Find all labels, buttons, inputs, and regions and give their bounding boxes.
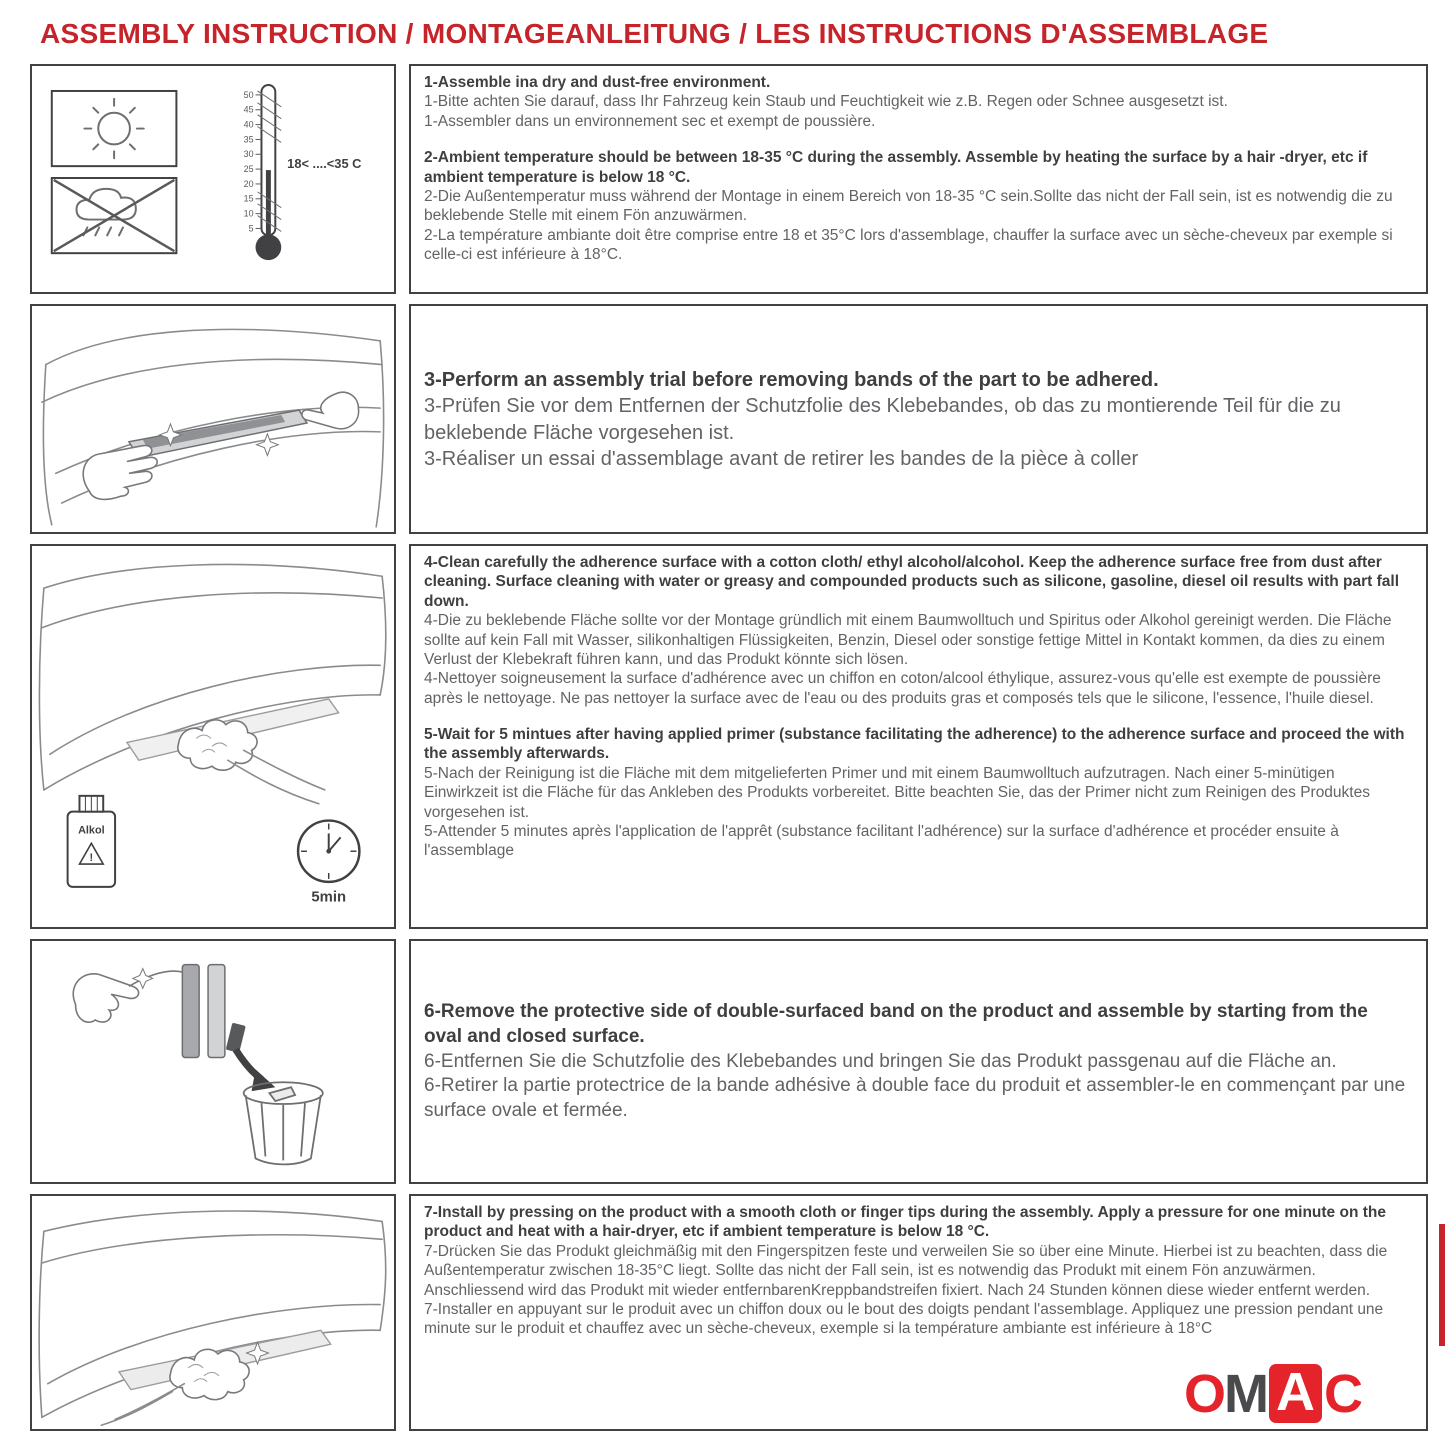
illustration-box-environment [30, 64, 396, 294]
text-box-step-3 [409, 304, 1428, 534]
thermometer-range-label: 18< ....<35 C [287, 156, 362, 172]
alcohol-bottle-icon [68, 796, 115, 887]
text-box-step-1-2 [409, 64, 1428, 294]
thermo-tick: 25 [243, 164, 254, 175]
thermometer-icon [244, 85, 362, 260]
logo-letter-a: A [1269, 1364, 1322, 1423]
thermo-tick: 20 [243, 178, 254, 189]
instruction-row-1 [30, 64, 1428, 294]
step-1-de: 1-Bitte achten Sie darauf, dass Ihr Fahrzeug kein Staub und Feuchtigkeit wie z.B. Regen oder Schnee ausgesetzt ist. [424, 93, 1228, 111]
thermo-tick: 50 [243, 89, 254, 100]
omac-logo [1184, 1364, 1361, 1423]
illustration-box-peel-band [30, 939, 396, 1184]
illustration-box-press [30, 1194, 396, 1431]
clock-label: 5min [311, 889, 347, 906]
step-7-de: 7-Drücken Sie das Produkt gleichmäßig mit den Fingerspitzen feste und verweilen Sie so über eine Minute. Hierbei ist zu beachten, dass die Außentemperatur zwischen 18-35°C liegt. Sollte das nicht der Fall sein, ist es notwendig das Produkt mit einem Fön anzuwärmen. Anschliessend wird das Produkt mit wieder entfernbarenKreppbandstreifen fixiert. Nach 24 Stunden können diese wieder entfernt werden. [424, 1242, 1388, 1299]
thermo-tick: 5 [248, 223, 254, 234]
step-4-fr: 4-Nettoyer soigneusement la surface d'adhérence avec un chiffon en coton/alcool éthylique, assurez-vous qu'elle est exempte de poussière après le nettoyage. Ne pas nettoyer la surface avec de l'eau ou des produits gras et composés tels que le silicone, l'essence, l'huile diesel. [424, 670, 1381, 707]
thermo-tick: 45 [243, 104, 254, 115]
thermo-tick: 30 [243, 149, 254, 160]
step-7-en: 7-Install by pressing on the product with a smooth cloth or finger tips during the assembly. Apply a pressure for one minute on the product and heat with a hair-dryer, etc if ambient temperature is below 18 °C. [424, 1204, 1386, 1241]
adhesive-band-strip [208, 965, 225, 1058]
thermo-tick: 10 [243, 208, 254, 219]
text-box-step-4-5 [409, 544, 1428, 929]
thermo-tick: 15 [243, 193, 254, 204]
page-title: ASSEMBLY INSTRUCTION / MONTAGEANLEITUNG / LES INSTRUCTIONS D'ASSEMBLAGE [40, 18, 1269, 49]
instruction-row-2 [30, 304, 1428, 534]
step-4-en: 4-Clean carefully the adherence surface with a cotton cloth/ ethyl alcohol/alcohol. Keep the adherence surface free from dust after cleaning. Surface cleaning with water or greasy and compounded products such as silicone, gasoline, diesel oil results with part fall down. [424, 554, 1400, 610]
step-5-de: 5-Nach der Reinigung ist die Fläche mit dem mitgelieferten Primer und mit einem Baumwolltuch aufzutragen. Nach einer 5-minütigen Einwirkzeit ist die Fläche für das Ankleben des Produkts vorbereitet. Bitte beachten Sie, das der Primer nicht zum Reinigen des Produktes vorgesehen ist. [424, 764, 1370, 821]
step-3-en: 3-Perform an assembly trial before removing bands of the part to be adhered. [424, 368, 1159, 391]
step-2-de: 2-Die Außentemperatur muss während der Montage in einem Bereich von 18-35 °C sein.Sollte das nicht der Fall sein, ist es notwendig die zu beklebende Stelle mit einem Fön anzuwärmen. [424, 187, 1393, 225]
cleaning-cloth-icon [178, 720, 257, 770]
step-6-fr: 6-Retirer la partie protectrice de la bande adhésive à double face du produit et assembler-le en commençant par une surface ovale et fermée. [424, 1075, 1406, 1122]
step-3-de: 3-Prüfen Sie vor dem Entfernen der Schutzfolie des Klebebandes, ob das zu montierende Teil für die zu beklebende Fläche vorgesehen ist. [424, 395, 1341, 444]
environment-illustration [32, 66, 394, 292]
band-tab [226, 1023, 246, 1053]
step-5-en: 5-Wait for 5 mintues after having applied primer (substance facilitating the adherence) to the adherence surface and proceed the with the assembly afterwards. [424, 726, 1405, 763]
thermo-tick: 35 [243, 134, 254, 145]
condition-frames [52, 91, 177, 253]
step-7-fr: 7-Installer en appuyant sur le produit avec un chiffon doux ou le bout des doigts pendant l'assemblage. Appliquez une pression pendant une minute sur le produit et chauffez avec un sèche-cheveux, exemple si la température ambiante est inférieure à 18°C [424, 1300, 1384, 1338]
logo-letter-m: M [1224, 1363, 1267, 1424]
step-2-en: 2-Ambient temperature should be between 18-35 °C during the assembly. Assemble by heating the surface by a hair -dryer, etc if ambient temperature is below 18 °C. [424, 149, 1368, 186]
text-box-step-6 [409, 939, 1428, 1184]
peel-band-illustration [32, 941, 394, 1182]
right-hand-icon [302, 392, 359, 429]
cleaning-illustration [32, 546, 394, 927]
bottle-label: Alkol [78, 824, 105, 837]
instruction-row-3 [30, 544, 1428, 929]
adhesive-band-strip [182, 965, 199, 1058]
step-1-en: 1-Assemble ina dry and dust-free environment. [424, 74, 771, 91]
illustration-box-cleaning [30, 544, 396, 929]
step-5-fr: 5-Attender 5 minutes après l'application de l'apprêt (substance facilitant l'adhérence) sur la surface d'adhérence et procéder ensuite à l'assemblage [424, 822, 1339, 860]
trial-fit-illustration [32, 306, 394, 532]
left-hand-icon [83, 445, 157, 499]
instruction-row-4 [30, 939, 1428, 1184]
warning-mark: ! [89, 852, 94, 865]
step-3-fr: 3-Réaliser un essai d'assemblage avant de retirer les bandes de la pièce à coller [424, 447, 1139, 470]
step-1-fr: 1-Assembler dans un environnement sec et exempt de poussière. [424, 112, 876, 130]
step-2-fr: 2-La température ambiante doit être comprise entre 18 et 35°C lors d'assemblage, chauffer la surface avec un sèche-cheveux par exemple si celle-ci est inférieure à 18°C. [424, 226, 1393, 263]
logo-letter-c: C [1324, 1363, 1361, 1424]
discard-arrow-head [252, 1069, 276, 1091]
hand-icon [73, 974, 138, 1022]
pressing-cloth-icon [170, 1349, 249, 1399]
thermo-tick: 40 [243, 119, 254, 130]
arm-sketch [101, 1384, 184, 1426]
step-6-de: 6-Entfernen Sie die Schutzfolie des Klebebandes und bringen Sie das Produkt passgenau auf die Fläche an. [424, 1050, 1337, 1072]
press-install-illustration [32, 1196, 394, 1429]
sparkle-icon [257, 434, 279, 456]
step-6-en: 6-Remove the protective side of double-surfaced band on the product and assemble by starting from the oval and closed surface. [424, 1001, 1368, 1047]
trash-can-icon [244, 1082, 323, 1164]
clock-icon [298, 821, 359, 906]
sun-icon [84, 99, 143, 158]
sparkle-icon [133, 969, 153, 989]
red-edge-bar [1439, 1224, 1445, 1346]
illustration-box-trial-fit [30, 304, 396, 534]
step-4-de: 4-Die zu beklebende Fläche sollte vor der Montage gründlich mit einem Baumwolltuch und Spiritus oder Alkohol gereinigt werden. Die Fläche sollte auf kein Fall mit Wasser, silikonhaltigen Flüssigkeiten, Benzin, Diesel oder sonstige fettige Mittel in Kontakt kommen, da dies zu einem Verlust der Klebekraft führen kann, und das Produkt könnte sich lösen. [424, 612, 1392, 668]
logo-letter-o: O [1184, 1363, 1225, 1424]
